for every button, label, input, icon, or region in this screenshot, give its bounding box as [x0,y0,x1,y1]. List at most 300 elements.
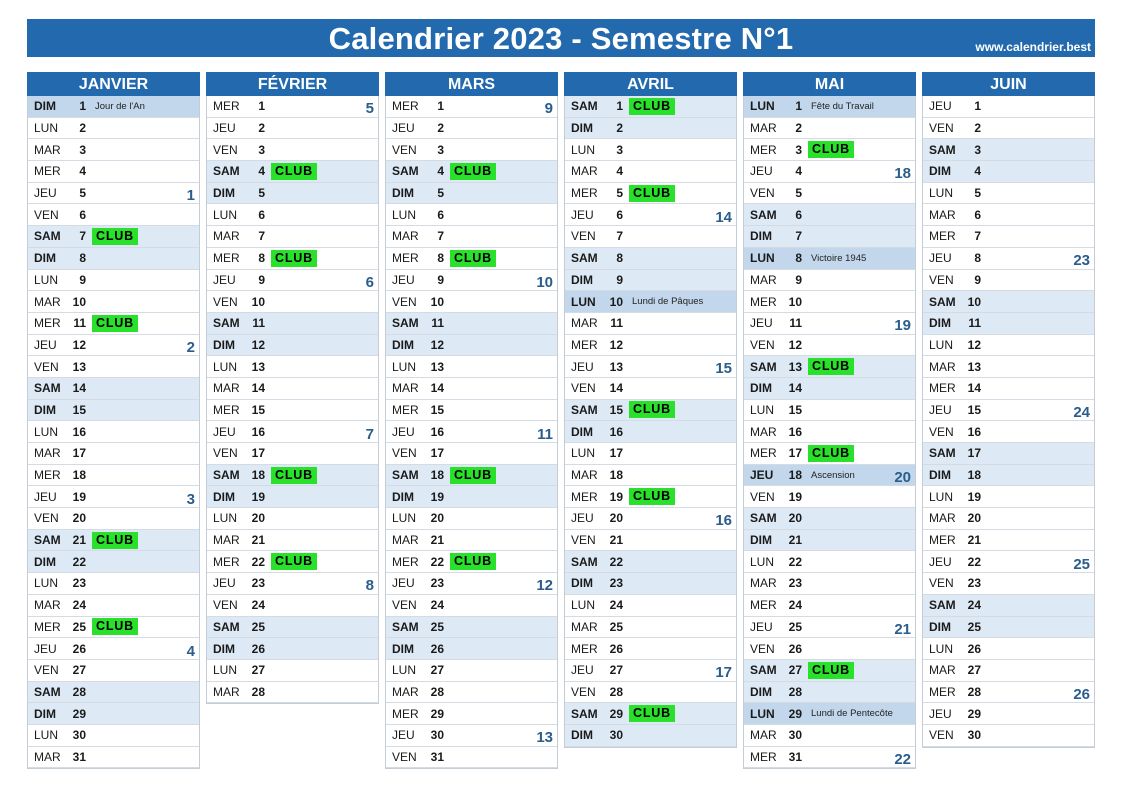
day-name: LUN [929,337,954,352]
day-name: MAR [34,749,61,764]
day-number: 8 [616,251,623,266]
day-name: VEN [571,684,596,699]
day-name: VEN [929,728,954,743]
day-row [386,335,557,357]
day-number: 4 [974,164,981,179]
day-row [207,378,378,400]
day-name: LUN [392,511,417,526]
day-name: SAM [571,99,598,114]
week-number: 19 [894,317,911,334]
day-name: VEN [750,186,775,201]
day-number: 6 [79,207,86,222]
club-badge: CLUB [271,250,317,267]
day-number: 18 [788,468,802,483]
day-number: 12 [967,337,981,352]
holiday-label: Jour de l'An [95,100,145,112]
day-row [207,270,378,292]
day-row [744,270,915,292]
day-name: DIM [213,337,235,352]
day-number: 5 [974,186,981,201]
day-row [923,313,1094,335]
day-number: 30 [967,728,981,743]
day-row [28,660,199,682]
day-name: MER [34,316,61,331]
day-row [565,638,736,660]
day-row [386,703,557,725]
day-row [207,248,378,270]
day-number: 7 [437,229,444,244]
day-number: 15 [430,402,444,417]
club-badge: CLUB [808,141,854,158]
day-number: 22 [788,554,802,569]
day-name: LUN [34,121,59,136]
day-name: DIM [929,468,951,483]
day-row [744,486,915,508]
day-number: 12 [609,337,623,352]
day-number: 18 [967,468,981,483]
day-row [207,400,378,422]
day-row [565,291,736,313]
day-row [565,139,736,161]
day-number: 14 [609,381,623,396]
day-name: DIM [34,554,56,569]
day-name: JEU [392,121,415,136]
day-number: 14 [788,381,802,396]
day-list [743,96,916,769]
day-number: 7 [974,229,981,244]
day-row [565,530,736,552]
day-number: 6 [795,207,802,222]
day-number: 2 [616,121,623,136]
club-badge: CLUB [92,618,138,635]
day-row [565,508,736,530]
day-number: 16 [430,424,444,439]
week-number: 11 [537,425,553,443]
day-name: VEN [392,446,417,461]
day-number: 29 [967,706,981,721]
day-row [565,226,736,248]
day-number: 22 [72,554,86,569]
day-name: VEN [750,337,775,352]
day-number: 4 [437,164,444,179]
day-name: DIM [750,684,772,699]
day-number: 26 [788,641,802,656]
day-name: JEU [34,489,57,504]
day-name: SAM [34,533,61,548]
day-name: MAR [392,381,419,396]
day-row [28,248,199,270]
day-name: MER [571,186,598,201]
day-number: 30 [430,728,444,743]
day-number: 7 [258,229,265,244]
day-number: 24 [609,598,623,613]
day-number: 8 [258,251,265,266]
club-badge: CLUB [450,250,496,267]
day-number: 11 [73,316,86,331]
day-number: 12 [72,337,86,352]
month-header: JUIN [922,72,1095,96]
day-row [28,573,199,595]
day-number: 22 [430,554,444,569]
week-number: 26 [1073,685,1090,703]
day-row [386,204,557,226]
day-number: 16 [72,424,86,439]
day-name: MER [750,142,777,157]
day-name: MAR [392,684,419,699]
day-name: SAM [34,684,61,699]
day-number: 11 [431,316,444,331]
day-name: DIM [392,641,414,656]
day-name: MAR [929,207,956,222]
day-name: MAR [929,359,956,374]
day-row [565,660,736,682]
day-row [923,183,1094,205]
day-name: VEN [392,142,417,157]
day-number: 21 [430,533,444,548]
day-number: 9 [437,272,444,287]
day-row [207,465,378,487]
day-name: DIM [929,164,951,179]
day-number: 27 [788,663,802,678]
day-name: MER [571,641,598,656]
day-row [744,703,915,725]
day-name: MER [392,402,419,417]
day-row [386,270,557,292]
day-name: SAM [929,446,956,461]
day-number: 27 [251,663,265,678]
day-row [28,400,199,422]
day-name: JEU [571,663,594,678]
day-name: DIM [571,424,593,439]
day-name: DIM [34,706,56,721]
day-name: MER [34,164,61,179]
day-row [923,96,1094,118]
day-number: 2 [258,121,265,136]
day-name: VEN [34,663,59,678]
day-number: 2 [437,121,444,136]
day-number: 2 [795,121,802,136]
day-number: 9 [79,272,86,287]
day-number: 28 [609,684,623,699]
day-list [27,96,200,769]
day-list [564,96,737,748]
day-number: 16 [967,424,981,439]
day-number: 5 [258,186,265,201]
day-number: 10 [967,294,981,309]
day-number: 29 [609,706,623,721]
day-name: VEN [392,749,417,764]
day-row [28,204,199,226]
day-number: 14 [430,381,444,396]
day-name: JEU [750,164,773,179]
day-number: 25 [72,619,86,634]
day-name: LUN [213,359,238,374]
day-name: MER [34,619,61,634]
day-number: 5 [437,186,444,201]
day-number: 28 [430,684,444,699]
day-name: LUN [392,359,417,374]
day-number: 3 [616,142,623,157]
day-number: 24 [788,598,802,613]
month-column [385,72,558,769]
day-name: DIM [929,316,951,331]
day-number: 25 [609,619,623,634]
day-name: DIM [213,641,235,656]
day-number: 28 [967,684,981,699]
day-name: MAR [571,164,598,179]
day-row [28,703,199,725]
day-row [28,118,199,140]
day-name: JEU [571,511,594,526]
day-number: 13 [430,359,444,374]
day-row [28,335,199,357]
day-name: DIM [750,229,772,244]
day-number: 23 [967,576,981,591]
day-row [744,617,915,639]
day-name: SAM [392,164,419,179]
week-number: 1 [186,186,195,204]
day-row [744,443,915,465]
day-name: MAR [213,684,240,699]
day-name: LUN [750,554,775,569]
holiday-label: Lundi de Pentecôte [811,708,893,720]
day-row [207,204,378,226]
day-number: 11 [610,316,623,331]
day-row [28,530,199,552]
day-number: 17 [967,446,981,461]
week-number: 16 [715,512,732,530]
club-badge: CLUB [629,705,675,722]
day-number: 4 [79,164,86,179]
club-badge: CLUB [92,532,138,549]
day-name: VEN [929,424,954,439]
day-name: MER [929,684,956,699]
day-number: 15 [967,402,981,417]
day-number: 20 [72,511,86,526]
day-list [922,96,1095,748]
club-badge: CLUB [629,98,675,115]
day-number: 1 [79,99,86,114]
day-row [207,551,378,573]
day-row [28,183,199,205]
day-name: LUN [929,489,954,504]
day-name: VEN [750,641,775,656]
day-number: 12 [251,337,265,352]
day-number: 31 [430,749,444,764]
day-number: 4 [795,164,802,179]
month-header: AVRIL [564,72,737,96]
day-number: 29 [72,706,86,721]
week-number: 15 [715,360,732,378]
day-row [28,465,199,487]
day-name: MAR [750,121,777,136]
day-name: LUN [929,641,954,656]
day-number: 15 [72,402,86,417]
day-number: 28 [788,684,802,699]
day-name: MAR [750,424,777,439]
day-name: DIM [929,619,951,634]
day-name: LUN [571,294,596,309]
day-row [28,139,199,161]
day-number: 11 [968,316,981,331]
day-name: DIM [571,121,593,136]
day-number: 14 [72,381,86,396]
day-name: VEN [571,381,596,396]
day-name: DIM [750,533,772,548]
page-title: Calendrier 2023 - Semestre N°1 [328,21,794,56]
month-header: FÉVRIER [206,72,379,96]
week-number: 21 [894,620,911,638]
day-number: 22 [609,554,623,569]
day-row [28,551,199,573]
day-number: 22 [967,554,981,569]
day-row [28,356,199,378]
day-row [923,638,1094,660]
day-row [744,595,915,617]
day-row [386,465,557,487]
day-row [386,96,557,118]
day-name: SAM [34,381,61,396]
day-number: 25 [251,619,265,634]
day-name: SAM [392,468,419,483]
day-row [207,96,378,118]
day-number: 15 [788,402,802,417]
day-number: 3 [437,142,444,157]
day-row [28,96,199,118]
day-row [207,486,378,508]
day-name: SAM [213,619,240,634]
day-row [744,378,915,400]
day-list [206,96,379,704]
week-number: 3 [186,490,195,508]
day-row [923,270,1094,292]
day-number: 16 [788,424,802,439]
day-name: VEN [929,576,954,591]
day-row [386,486,557,508]
week-number: 5 [365,100,374,117]
day-number: 4 [258,164,265,179]
day-name: MER [929,381,956,396]
day-row [565,378,736,400]
day-name: LUN [392,663,417,678]
day-number: 30 [788,728,802,743]
day-row [207,118,378,140]
day-row [565,573,736,595]
day-row [386,573,557,595]
day-row [923,248,1094,270]
day-name: VEN [392,294,417,309]
day-number: 18 [251,468,265,483]
day-number: 20 [609,511,623,526]
day-name: LUN [392,207,417,222]
day-number: 6 [974,207,981,222]
day-number: 8 [974,251,981,266]
day-row [744,356,915,378]
day-number: 9 [258,272,265,287]
day-name: JEU [750,468,774,483]
day-row [744,682,915,704]
day-row [923,291,1094,313]
day-row [28,226,199,248]
day-row [744,638,915,660]
day-number: 18 [72,468,86,483]
day-number: 13 [788,359,802,374]
day-row [923,508,1094,530]
day-row [565,96,736,118]
day-number: 12 [788,337,802,352]
day-name: MAR [213,229,240,244]
day-row [744,465,915,487]
day-row [207,530,378,552]
title-banner [27,19,1095,57]
day-row [744,551,915,573]
day-row [565,161,736,183]
day-list [385,96,558,769]
day-row [386,421,557,443]
day-row [923,660,1094,682]
day-number: 17 [609,446,623,461]
day-row [207,421,378,443]
day-name: DIM [392,489,414,504]
week-number: 6 [365,273,374,291]
day-row [565,118,736,140]
day-number: 25 [967,619,981,634]
day-row [28,638,199,660]
day-number: 25 [430,619,444,634]
day-number: 27 [609,663,623,678]
day-name: LUN [34,576,59,591]
day-row [207,313,378,335]
day-name: LUN [571,142,596,157]
day-number: 23 [430,576,444,591]
day-number: 20 [788,511,802,526]
day-name: DIM [34,251,56,266]
day-number: 18 [430,468,444,483]
day-row [923,617,1094,639]
day-name: VEN [571,533,596,548]
day-name: SAM [571,402,598,417]
day-row [207,660,378,682]
day-name: DIM [571,576,593,591]
day-number: 13 [609,359,623,374]
day-name: JEU [213,576,236,591]
day-name: MAR [213,381,240,396]
day-number: 15 [609,402,623,417]
day-row [923,378,1094,400]
day-number: 26 [967,641,981,656]
day-row [28,747,199,769]
day-name: JEU [750,316,773,331]
day-row [744,96,915,118]
day-number: 10 [251,294,265,309]
day-number: 28 [251,684,265,699]
month-column [27,72,200,769]
day-number: 24 [430,598,444,613]
day-row [386,226,557,248]
club-badge: CLUB [450,553,496,570]
day-name: MAR [571,619,598,634]
day-name: MAR [34,446,61,461]
week-number: 14 [715,208,732,226]
day-row [923,530,1094,552]
day-row [207,161,378,183]
day-name: JEU [392,272,415,287]
day-number: 23 [609,576,623,591]
day-number: 26 [430,641,444,656]
week-number: 2 [186,338,195,356]
day-row [744,421,915,443]
day-name: JEU [213,272,236,287]
